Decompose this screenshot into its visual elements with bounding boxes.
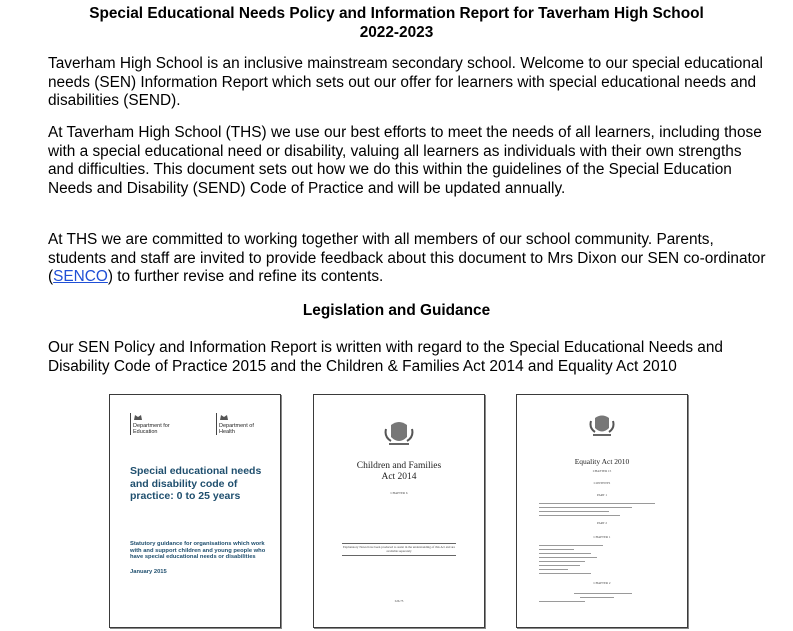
ea-title: Equality Act 2010	[574, 457, 630, 466]
ea-chapter-2: CHAPTER 2	[593, 581, 611, 585]
p3-text-before: At THS we are committed to working together with all members of our school community. Parents, students and staff are invited to provide feedback about this document to Mrs Dixon our SEN co-ordinator (	[48, 231, 766, 286]
divider	[342, 543, 456, 544]
cfa-chapter: CHAPTER 6	[390, 491, 408, 495]
royal-coat-of-arms-icon	[588, 413, 616, 437]
intro-paragraph-1: Taverham High School is an inclusive mainstream secondary school. Welcome to our special educational needs (SEN) Information Report which sets out our offer for learners with special educational needs and disabilities (SEND).	[48, 55, 763, 110]
cfa-note: Explanatory Notes have been produced to assist in the understanding of this Act and are available separately	[342, 545, 456, 553]
title-line-1: Special Educational Needs Policy and Information Report for Taverham High School	[89, 5, 704, 22]
dept-education-logo	[130, 413, 171, 435]
divider	[342, 555, 456, 556]
contents-lines	[539, 593, 655, 605]
ea-part-2: PART 2	[597, 521, 607, 525]
dept-health-logo	[216, 413, 255, 435]
title-line-2: 2022-2023	[359, 24, 434, 41]
page-title	[0, 4, 793, 42]
children-families-act-thumbnail	[313, 394, 485, 628]
cfa-price: £26.75	[394, 599, 404, 603]
senco-link[interactable]: SENCO	[53, 268, 108, 286]
ea-chapter: CHAPTER 15	[592, 469, 612, 473]
intro-paragraph-3	[48, 231, 768, 287]
p3-text-after: ) to further revise and refine its contents.	[107, 268, 384, 286]
cfa-title-line-2: Act 2014	[381, 472, 417, 482]
royal-crest-icon	[219, 413, 229, 421]
contents-lines	[539, 503, 655, 519]
send-code-of-practice-thumbnail	[109, 394, 281, 628]
contents-lines	[539, 545, 655, 577]
dept-health-text: Department of Health	[219, 423, 254, 435]
ea-part-1: PART 1	[597, 493, 607, 497]
ea-contents: CONTENTS	[593, 481, 611, 485]
legislation-paragraph: Our SEN Policy and Information Report is written with regard to the Special Educational Needs and Disability Code of Practice 2015 and the Children & Families Act 2014 and Equality Act 2010	[48, 339, 723, 375]
equality-act-thumbnail	[516, 394, 688, 628]
cfa-title-line-1: Children and Families	[356, 461, 442, 471]
royal-coat-of-arms-icon	[383, 419, 415, 447]
cop-subtitle: Statutory guidance for organisations which work with and support children and young people who have special educational needs or disabilities	[130, 541, 266, 561]
dept-education-text: Department for Education	[133, 423, 170, 435]
cfa-title	[314, 461, 484, 483]
intro-paragraph-2: At Taverham High School (THS) we use our best efforts to meet the needs of all learners, including those with a special educational need or disability, valuing all learners as individuals with their own strengths and difficulties. This document sets out how we do this within the guidelines of the Special Education Needs and Disability (SEND) Code of Practice and will be updated annually.	[48, 124, 762, 197]
cop-title: Special educational needs and disability code of practice: 0 to 25 years	[130, 465, 262, 502]
cop-date: January 2015	[130, 569, 167, 575]
legislation-heading: Legislation and Guidance	[302, 302, 491, 319]
ea-chapter-1: CHAPTER 1	[593, 535, 611, 539]
royal-crest-icon	[133, 413, 143, 421]
